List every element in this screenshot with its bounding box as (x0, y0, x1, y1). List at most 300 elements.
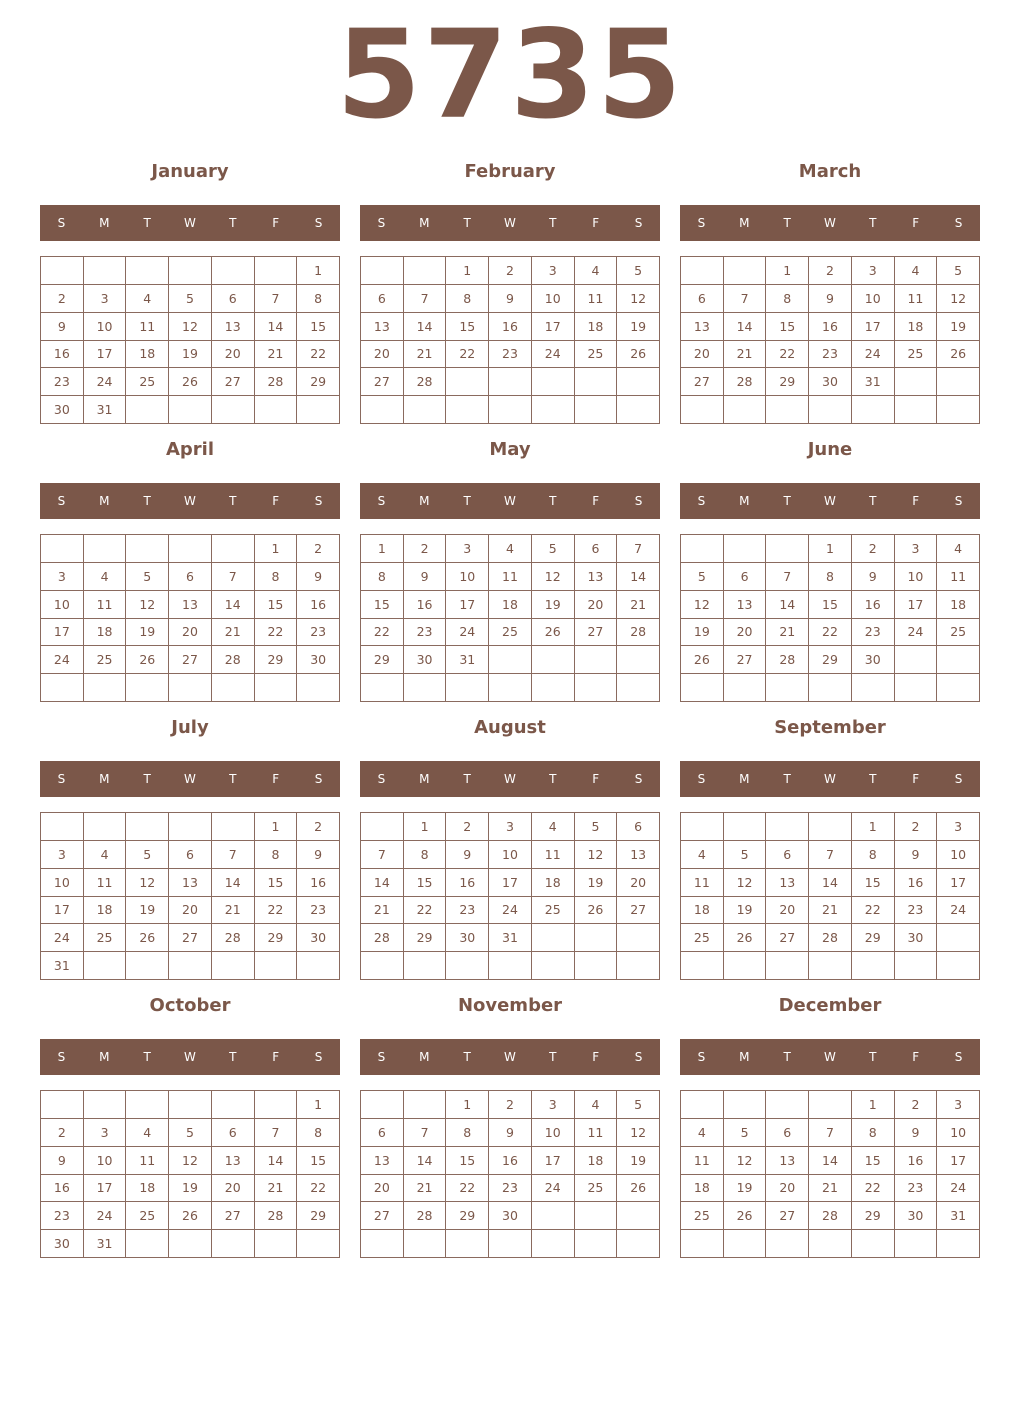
empty-day-cell (255, 1091, 298, 1119)
day-cell: 24 (84, 1202, 127, 1230)
day-cell: 14 (255, 1147, 298, 1175)
weekday-label: W (824, 772, 836, 786)
day-cell: 9 (852, 563, 895, 591)
day-cell: 13 (724, 591, 767, 619)
weekday-label: W (824, 216, 836, 230)
day-cell: 6 (724, 563, 767, 591)
day-cell: 26 (532, 619, 575, 647)
day-cell: 9 (489, 285, 532, 313)
weekday-label: T (229, 216, 237, 230)
empty-day-cell (532, 924, 575, 952)
weekday-header (40, 761, 340, 797)
empty-day-cell (489, 952, 532, 980)
day-cell: 19 (681, 619, 724, 647)
day-cell: 14 (404, 1147, 447, 1175)
day-cell: 2 (41, 1119, 84, 1147)
day-cell: 23 (404, 619, 447, 647)
empty-day-cell (361, 1091, 404, 1119)
day-cell: 13 (766, 1147, 809, 1175)
day-cell: 14 (212, 869, 255, 897)
day-cell: 20 (212, 341, 255, 369)
weekday-label: T (549, 494, 557, 508)
empty-day-cell (895, 368, 938, 396)
day-cell: 5 (681, 563, 724, 591)
weekday-label: S (634, 772, 643, 786)
day-cell: 5 (724, 1119, 767, 1147)
day-cell: 17 (41, 619, 84, 647)
day-cell: 6 (766, 1119, 809, 1147)
day-cell: 31 (489, 924, 532, 952)
weekday-label: F (912, 1050, 920, 1064)
day-cell: 12 (724, 1147, 767, 1175)
day-cell: 16 (446, 869, 489, 897)
day-cell: 19 (126, 619, 169, 647)
empty-day-cell (724, 674, 767, 702)
empty-day-cell (41, 1091, 84, 1119)
day-cell: 5 (937, 257, 980, 285)
day-cell: 11 (681, 1147, 724, 1175)
day-cell: 25 (532, 897, 575, 925)
day-cell: 24 (532, 341, 575, 369)
day-cell: 27 (212, 368, 255, 396)
empty-day-cell (255, 952, 298, 980)
day-cell: 17 (532, 1147, 575, 1175)
day-cell: 4 (126, 285, 169, 313)
weekday-label: M (739, 1050, 750, 1064)
day-cell: 22 (297, 341, 340, 369)
day-cell: 6 (766, 841, 809, 869)
empty-day-cell (126, 813, 169, 841)
day-cell: 6 (361, 1119, 404, 1147)
weekday-label: W (504, 494, 516, 508)
empty-day-cell (169, 1091, 212, 1119)
day-cell: 10 (532, 285, 575, 313)
day-cell: 4 (575, 257, 618, 285)
empty-day-cell (404, 952, 447, 980)
month-title: March (798, 161, 862, 182)
day-cell: 7 (766, 563, 809, 591)
day-cell: 27 (575, 619, 618, 647)
day-cell: 11 (84, 591, 127, 619)
day-cell: 1 (446, 257, 489, 285)
day-cell: 1 (297, 1091, 340, 1119)
empty-day-cell (84, 674, 127, 702)
day-cell: 15 (852, 869, 895, 897)
day-cell: 10 (895, 563, 938, 591)
day-cell: 13 (575, 563, 618, 591)
day-cell: 13 (169, 591, 212, 619)
weekday-label: S (697, 494, 706, 508)
day-cell: 23 (895, 897, 938, 925)
day-cell: 27 (766, 1202, 809, 1230)
day-cell: 9 (895, 841, 938, 869)
day-cell: 30 (297, 924, 340, 952)
empty-day-cell (937, 396, 980, 424)
day-cell: 20 (724, 619, 767, 647)
day-cell: 13 (361, 313, 404, 341)
day-cell: 24 (895, 619, 938, 647)
day-cell: 16 (852, 591, 895, 619)
day-cell: 3 (41, 563, 84, 591)
day-cell: 13 (361, 1147, 404, 1175)
empty-day-cell (852, 1230, 895, 1258)
day-cell: 22 (255, 619, 298, 647)
day-cell: 30 (41, 1230, 84, 1258)
day-cell: 18 (575, 313, 618, 341)
empty-day-cell (404, 674, 447, 702)
day-cell: 28 (255, 1202, 298, 1230)
day-cell: 10 (446, 563, 489, 591)
day-grid (360, 256, 660, 424)
day-cell: 30 (852, 646, 895, 674)
day-cell: 16 (404, 591, 447, 619)
day-cell: 6 (681, 285, 724, 313)
day-cell: 17 (41, 897, 84, 925)
day-cell: 15 (446, 313, 489, 341)
day-cell: 12 (532, 563, 575, 591)
day-cell: 9 (41, 313, 84, 341)
empty-day-cell (852, 674, 895, 702)
day-cell: 21 (404, 341, 447, 369)
weekday-label: S (57, 1050, 66, 1064)
empty-day-cell (575, 368, 618, 396)
empty-day-cell (212, 1230, 255, 1258)
weekday-header (680, 483, 980, 519)
weekday-label: M (419, 772, 430, 786)
day-cell: 17 (489, 869, 532, 897)
weekday-label: W (184, 1050, 196, 1064)
day-cell: 23 (41, 368, 84, 396)
empty-day-cell (169, 535, 212, 563)
empty-day-cell (617, 646, 660, 674)
weekday-label: M (419, 216, 430, 230)
empty-day-cell (766, 813, 809, 841)
day-cell: 27 (766, 924, 809, 952)
day-cell: 2 (489, 1091, 532, 1119)
weekday-label: F (592, 494, 600, 508)
weekday-header (360, 483, 660, 519)
day-grid (360, 1090, 660, 1258)
day-grid (680, 256, 980, 424)
day-cell: 5 (532, 535, 575, 563)
month-title: May (489, 439, 531, 460)
empty-day-cell (489, 396, 532, 424)
empty-day-cell (766, 1230, 809, 1258)
day-cell: 24 (937, 897, 980, 925)
day-cell: 3 (84, 1119, 127, 1147)
day-cell: 9 (809, 285, 852, 313)
day-cell: 9 (446, 841, 489, 869)
day-cell: 18 (489, 591, 532, 619)
day-cell: 9 (404, 563, 447, 591)
day-cell: 2 (297, 813, 340, 841)
empty-day-cell (126, 674, 169, 702)
weekday-header (680, 761, 980, 797)
weekday-label: T (143, 216, 151, 230)
day-cell: 24 (446, 619, 489, 647)
day-cell: 22 (361, 619, 404, 647)
day-cell: 15 (852, 1147, 895, 1175)
day-cell: 27 (361, 1202, 404, 1230)
weekday-label: W (824, 494, 836, 508)
day-cell: 28 (404, 368, 447, 396)
weekday-label: F (592, 216, 600, 230)
empty-day-cell (809, 813, 852, 841)
weekday-label: T (229, 772, 237, 786)
day-cell: 8 (255, 841, 298, 869)
weekday-label: T (229, 494, 237, 508)
weekday-label: M (99, 1050, 110, 1064)
day-cell: 11 (126, 1147, 169, 1175)
weekday-label: T (143, 772, 151, 786)
empty-day-cell (681, 674, 724, 702)
weekday-label: T (549, 216, 557, 230)
day-cell: 18 (126, 341, 169, 369)
day-cell: 14 (724, 313, 767, 341)
day-cell: 11 (937, 563, 980, 591)
empty-day-cell (212, 396, 255, 424)
day-cell: 12 (575, 841, 618, 869)
empty-day-cell (126, 1091, 169, 1119)
day-cell: 22 (297, 1175, 340, 1203)
weekday-label: S (377, 1050, 386, 1064)
day-cell: 10 (937, 1119, 980, 1147)
day-cell: 16 (297, 869, 340, 897)
day-cell: 18 (532, 869, 575, 897)
day-cell: 16 (489, 1147, 532, 1175)
day-cell: 14 (255, 313, 298, 341)
day-cell: 29 (297, 368, 340, 396)
empty-day-cell (489, 646, 532, 674)
day-cell: 25 (126, 368, 169, 396)
empty-day-cell (681, 813, 724, 841)
empty-day-cell (126, 257, 169, 285)
month-title: December (778, 995, 882, 1016)
day-cell: 24 (41, 646, 84, 674)
day-cell: 13 (681, 313, 724, 341)
day-cell: 30 (895, 1202, 938, 1230)
day-cell: 3 (895, 535, 938, 563)
day-cell: 12 (937, 285, 980, 313)
empty-day-cell (724, 396, 767, 424)
day-cell: 21 (212, 619, 255, 647)
day-cell: 30 (895, 924, 938, 952)
month-title: February (464, 161, 556, 182)
weekday-label: T (463, 216, 471, 230)
empty-day-cell (446, 368, 489, 396)
weekday-label: S (314, 494, 323, 508)
empty-day-cell (297, 674, 340, 702)
day-cell: 24 (41, 924, 84, 952)
empty-day-cell (895, 952, 938, 980)
day-cell: 16 (41, 341, 84, 369)
month-title: November (457, 995, 563, 1016)
month-title: August (474, 717, 546, 738)
day-cell: 21 (255, 1175, 298, 1203)
empty-day-cell (41, 257, 84, 285)
empty-day-cell (895, 1230, 938, 1258)
empty-day-cell (84, 257, 127, 285)
weekday-label: M (99, 494, 110, 508)
empty-day-cell (297, 952, 340, 980)
day-cell: 26 (617, 1175, 660, 1203)
day-cell: 15 (446, 1147, 489, 1175)
empty-day-cell (895, 674, 938, 702)
day-cell: 7 (212, 841, 255, 869)
day-cell: 8 (766, 285, 809, 313)
day-cell: 21 (766, 619, 809, 647)
day-cell: 4 (937, 535, 980, 563)
day-cell: 10 (41, 591, 84, 619)
day-cell: 6 (361, 285, 404, 313)
empty-day-cell (361, 952, 404, 980)
day-cell: 25 (489, 619, 532, 647)
empty-day-cell (361, 1230, 404, 1258)
day-cell: 14 (766, 591, 809, 619)
day-cell: 9 (895, 1119, 938, 1147)
day-cell: 25 (575, 1175, 618, 1203)
day-cell: 4 (895, 257, 938, 285)
day-cell: 1 (404, 813, 447, 841)
day-grid (40, 534, 340, 702)
day-cell: 30 (489, 1202, 532, 1230)
day-cell: 11 (575, 1119, 618, 1147)
day-cell: 29 (255, 646, 298, 674)
weekday-label: F (592, 772, 600, 786)
day-cell: 14 (809, 869, 852, 897)
weekday-header (680, 205, 980, 241)
day-cell: 17 (84, 1175, 127, 1203)
empty-day-cell (575, 952, 618, 980)
weekday-label: F (912, 216, 920, 230)
day-cell: 3 (532, 257, 575, 285)
day-cell: 8 (852, 841, 895, 869)
day-cell: 25 (895, 341, 938, 369)
day-cell: 17 (446, 591, 489, 619)
day-cell: 1 (852, 813, 895, 841)
day-cell: 2 (404, 535, 447, 563)
day-cell: 8 (255, 563, 298, 591)
day-cell: 8 (446, 1119, 489, 1147)
day-cell: 28 (212, 924, 255, 952)
day-cell: 24 (852, 341, 895, 369)
day-grid (360, 534, 660, 702)
day-cell: 6 (617, 813, 660, 841)
empty-day-cell (532, 368, 575, 396)
day-cell: 1 (852, 1091, 895, 1119)
day-cell: 21 (404, 1175, 447, 1203)
day-cell: 10 (84, 1147, 127, 1175)
day-cell: 14 (809, 1147, 852, 1175)
day-cell: 16 (297, 591, 340, 619)
day-cell: 13 (617, 841, 660, 869)
day-cell: 20 (361, 341, 404, 369)
day-cell: 15 (766, 313, 809, 341)
empty-day-cell (681, 535, 724, 563)
day-grid (40, 1090, 340, 1258)
weekday-label: T (463, 494, 471, 508)
day-cell: 29 (361, 646, 404, 674)
day-cell: 9 (41, 1147, 84, 1175)
weekday-label: W (504, 1050, 516, 1064)
empty-day-cell (212, 1091, 255, 1119)
day-cell: 11 (126, 313, 169, 341)
day-cell: 29 (852, 924, 895, 952)
weekday-label: T (783, 216, 791, 230)
day-cell: 7 (404, 1119, 447, 1147)
day-cell: 8 (404, 841, 447, 869)
day-cell: 3 (852, 257, 895, 285)
day-cell: 28 (809, 1202, 852, 1230)
empty-day-cell (404, 257, 447, 285)
day-cell: 1 (809, 535, 852, 563)
day-cell: 11 (895, 285, 938, 313)
day-cell: 18 (84, 619, 127, 647)
empty-day-cell (446, 1230, 489, 1258)
day-cell: 4 (575, 1091, 618, 1119)
empty-day-cell (361, 813, 404, 841)
weekday-header (40, 483, 340, 519)
empty-day-cell (937, 952, 980, 980)
day-cell: 25 (681, 924, 724, 952)
empty-day-cell (937, 924, 980, 952)
day-cell: 5 (169, 285, 212, 313)
weekday-label: T (463, 1050, 471, 1064)
day-cell: 7 (255, 285, 298, 313)
weekday-label: M (739, 772, 750, 786)
day-cell: 3 (41, 841, 84, 869)
month-title: September (774, 717, 886, 738)
empty-day-cell (404, 396, 447, 424)
empty-day-cell (84, 952, 127, 980)
empty-day-cell (895, 646, 938, 674)
day-grid (680, 812, 980, 980)
day-cell: 16 (41, 1175, 84, 1203)
empty-day-cell (575, 1230, 618, 1258)
weekday-label: S (634, 1050, 643, 1064)
weekday-header (680, 1039, 980, 1075)
day-cell: 5 (617, 1091, 660, 1119)
day-cell: 7 (809, 841, 852, 869)
empty-day-cell (126, 952, 169, 980)
day-cell: 19 (937, 313, 980, 341)
day-cell: 28 (809, 924, 852, 952)
weekday-label: F (912, 772, 920, 786)
empty-day-cell (255, 257, 298, 285)
day-cell: 26 (126, 924, 169, 952)
day-cell: 25 (937, 619, 980, 647)
day-cell: 19 (617, 1147, 660, 1175)
day-cell: 17 (937, 869, 980, 897)
empty-day-cell (446, 396, 489, 424)
empty-day-cell (617, 924, 660, 952)
day-cell: 18 (575, 1147, 618, 1175)
weekday-header (360, 1039, 660, 1075)
empty-day-cell (617, 1202, 660, 1230)
empty-day-cell (575, 396, 618, 424)
weekday-label: T (143, 1050, 151, 1064)
day-cell: 21 (809, 1175, 852, 1203)
empty-day-cell (575, 924, 618, 952)
day-cell: 7 (404, 285, 447, 313)
day-cell: 3 (489, 813, 532, 841)
weekday-label: T (229, 1050, 237, 1064)
weekday-label: M (739, 494, 750, 508)
day-cell: 2 (41, 285, 84, 313)
day-cell: 26 (724, 1202, 767, 1230)
day-cell: 18 (937, 591, 980, 619)
empty-day-cell (489, 368, 532, 396)
